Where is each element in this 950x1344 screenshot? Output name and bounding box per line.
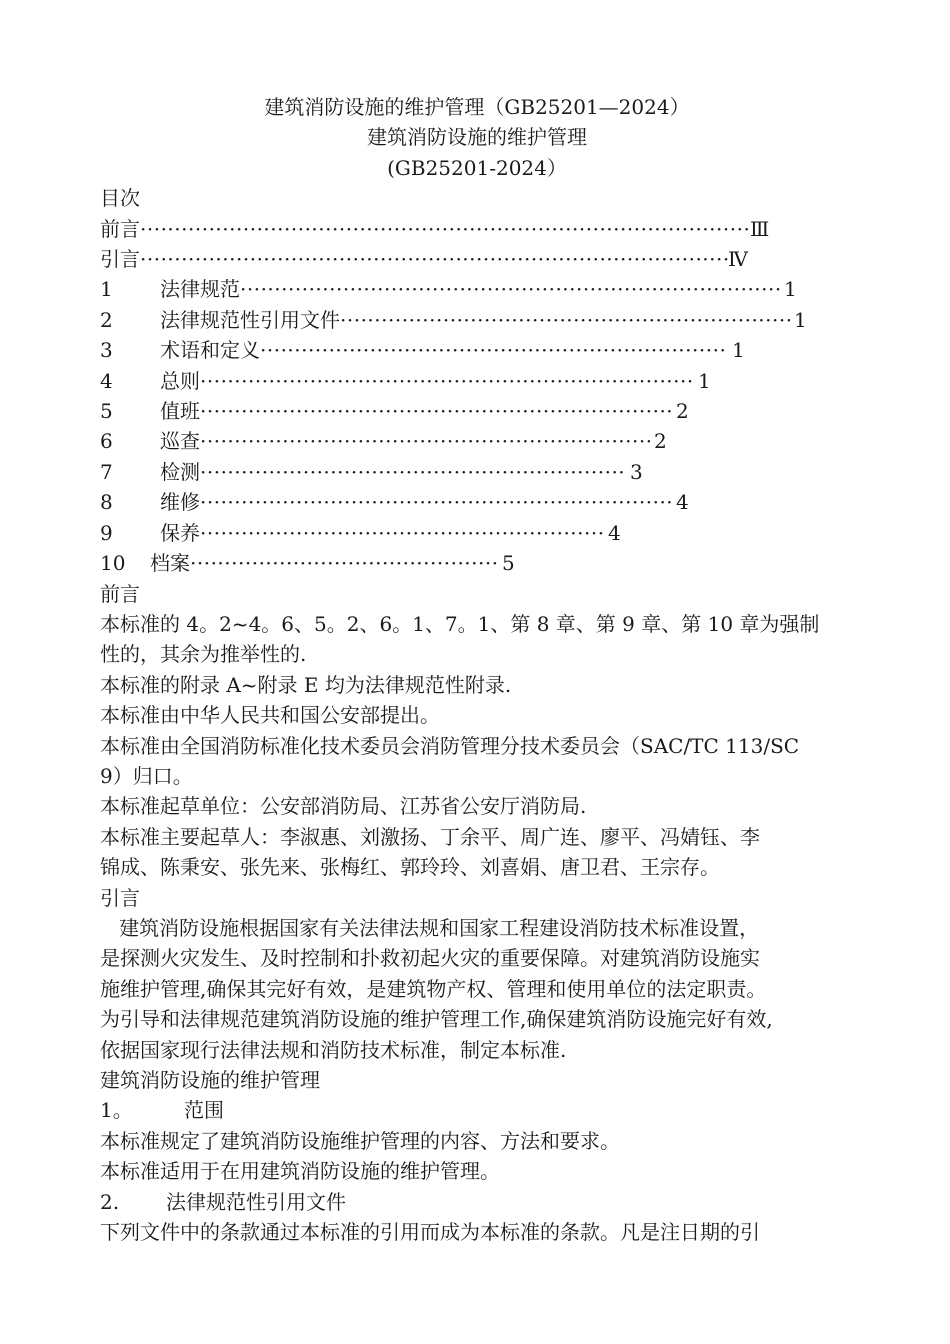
- toc-leader-dots: [200, 518, 604, 548]
- toc-entry-page: 1: [732, 338, 745, 363]
- introduction-line-2: 是探测火灾发生、及时控制和扑救初起火灾的重要保障。对建筑消防设施实: [100, 946, 760, 971]
- section-number: 1。: [100, 1098, 133, 1123]
- toc-leader-dots: [190, 548, 498, 578]
- toc-entry-number: 8: [100, 490, 113, 515]
- toc-entry-number: 10: [100, 551, 126, 576]
- toc-entry-page: 1: [794, 307, 807, 332]
- title-line-3: (GB25201-2024）: [387, 155, 567, 180]
- toc-entry-label: 术语和定义: [160, 338, 260, 363]
- preface-paragraph-6-line-2: 锦成、陈秉安、张先来、张梅红、郭玲玲、刘喜娟、唐卫君、王宗存。: [100, 855, 720, 880]
- section-2-heading: [100, 1187, 854, 1217]
- preface-paragraph-5: 本标准起草单位：公安部消防局、江苏省公安厅消防局.: [100, 794, 587, 819]
- section-1-heading: [100, 1095, 854, 1125]
- toc-entry-page: 5: [502, 551, 515, 576]
- section-title: 法律规范性引用文件: [166, 1189, 346, 1214]
- introduction-line-1: 建筑消防设施根据国家有关法律法规和国家工程建设消防技术标准设置，: [100, 915, 760, 940]
- toc-entry-label: 保养: [160, 520, 200, 545]
- toc-entry-number: 9: [100, 520, 113, 545]
- toc-entry-number: 4: [100, 368, 113, 393]
- introduction-heading: 引言: [100, 885, 140, 910]
- toc-entry-introduction[interactable]: [100, 244, 854, 274]
- toc-leader-dots: [140, 244, 728, 274]
- toc-entry-number: 7: [100, 459, 113, 484]
- toc-entry-page: 4: [676, 490, 689, 515]
- preface-paragraph-1-line-1: 本标准的 4。2~4。6、5。2、6。1、7。1、第 8 章、第 9 章、第 10 章为强制: [100, 611, 820, 636]
- toc-entry-label: 值班: [160, 399, 200, 424]
- toc-entry-chapter-2[interactable]: [100, 305, 854, 335]
- body-heading: 建筑消防设施的维护管理: [100, 1068, 320, 1092]
- toc-leader-dots: [200, 396, 672, 426]
- preface-paragraph-6-line-1: 本标准主要起草人：李淑惠、刘激扬、丁余平、周广连、廖平、冯婧钰、李: [100, 824, 760, 849]
- section-2-paragraph-1: 下列文件中的条款通过本标准的引用而成为本标准的条款。凡是注日期的引: [100, 1220, 760, 1245]
- toc-leader-dots: [140, 214, 750, 244]
- introduction-line-3: 施维护管理,确保其完好有效，是建筑物产权、管理和使用单位的法定职责。: [100, 976, 767, 1001]
- toc-entry-label: 法律规范性引用文件: [160, 307, 340, 332]
- toc-entry-page: 2: [676, 399, 689, 424]
- toc-entry-number: 1: [100, 277, 113, 302]
- toc-entry-chapter-7[interactable]: [100, 457, 854, 487]
- toc-entry-chapter-1[interactable]: [100, 274, 854, 304]
- preface-paragraph-3: 本标准由中华人民共和国公安部提出。: [100, 703, 440, 728]
- preface-paragraph-1-line-2: 性的，其余为推举性的.: [100, 642, 307, 667]
- toc-entry-chapter-8[interactable]: [100, 487, 854, 517]
- toc-entry-chapter-6[interactable]: [100, 426, 854, 456]
- toc-entry-number: 6: [100, 429, 113, 454]
- toc-heading: 目次: [100, 186, 140, 211]
- toc-entry-number: 5: [100, 399, 113, 424]
- toc-entry-label: 引言: [100, 247, 140, 272]
- title-line-2: 建筑消防设施的维护管理: [367, 125, 587, 150]
- section-number: 2.: [100, 1189, 120, 1214]
- section-1-paragraph-2: 本标准适用于在用建筑消防设施的维护管理。: [100, 1159, 500, 1184]
- toc-entry-chapter-4[interactable]: [100, 366, 854, 396]
- toc-entry-preface[interactable]: [100, 214, 854, 244]
- toc-entry-label: 法律规范: [160, 277, 240, 302]
- toc-leader-dots: [260, 335, 728, 365]
- toc-entry-chapter-5[interactable]: [100, 396, 854, 426]
- toc-entry-chapter-10[interactable]: [100, 548, 854, 578]
- toc-entry-label: 检测: [160, 459, 200, 484]
- toc-entry-page: 4: [608, 520, 621, 545]
- toc-leader-dots: [200, 426, 650, 456]
- introduction-section: [100, 883, 854, 1065]
- section-title: 范围: [184, 1098, 224, 1123]
- introduction-line-4: 为引导和法律规范建筑消防设施的维护管理工作,确保建筑消防设施完好有效,: [100, 1007, 773, 1032]
- toc-entry-number: 3: [100, 338, 113, 363]
- toc-entry-page: 1: [698, 368, 711, 393]
- toc-entry-page: 3: [630, 459, 643, 484]
- toc-leader-dots: [200, 366, 694, 396]
- toc-leader-dots: [200, 487, 672, 517]
- table-of-contents: [100, 183, 854, 578]
- preface-heading: 前言: [100, 581, 140, 606]
- toc-entry-label: 总则: [160, 368, 200, 393]
- toc-leader-dots: [340, 305, 790, 335]
- toc-leader-dots: [200, 457, 626, 487]
- toc-entry-page: Ⅲ: [750, 216, 770, 241]
- preface-paragraph-4-line-2: 9）归口。: [100, 763, 193, 788]
- body-section: [100, 1065, 854, 1247]
- toc-entry-chapter-3[interactable]: [100, 335, 854, 365]
- toc-entry-label: 档案: [150, 551, 190, 576]
- toc-entry-page: 1: [784, 277, 797, 302]
- toc-entry-page: 2: [654, 429, 667, 454]
- document-title: [100, 92, 854, 183]
- title-line-1: 建筑消防设施的维护管理（GB25201—2024）: [264, 95, 690, 119]
- toc-leader-dots: [240, 274, 780, 304]
- toc-entry-page: Ⅳ: [728, 247, 748, 272]
- section-1-paragraph-1: 本标准规定了建筑消防设施维护管理的内容、方法和要求。: [100, 1128, 620, 1153]
- introduction-line-5: 依据国家现行法律法规和消防技术标准，制定本标准.: [100, 1037, 567, 1062]
- toc-entry-label: 前言: [100, 216, 140, 241]
- toc-entry-label: 维修: [160, 490, 200, 515]
- preface-section: [100, 579, 854, 883]
- preface-paragraph-4-line-1: 本标准由全国消防标准化技术委员会消防管理分技术委员会（SAC/TC 113/SC: [100, 733, 800, 758]
- toc-entry-number: 2: [100, 307, 113, 332]
- toc-entry-chapter-9[interactable]: [100, 518, 854, 548]
- toc-entry-label: 巡查: [160, 429, 200, 454]
- preface-paragraph-2: 本标准的附录 A~附录 E 均为法律规范性附录.: [100, 672, 512, 697]
